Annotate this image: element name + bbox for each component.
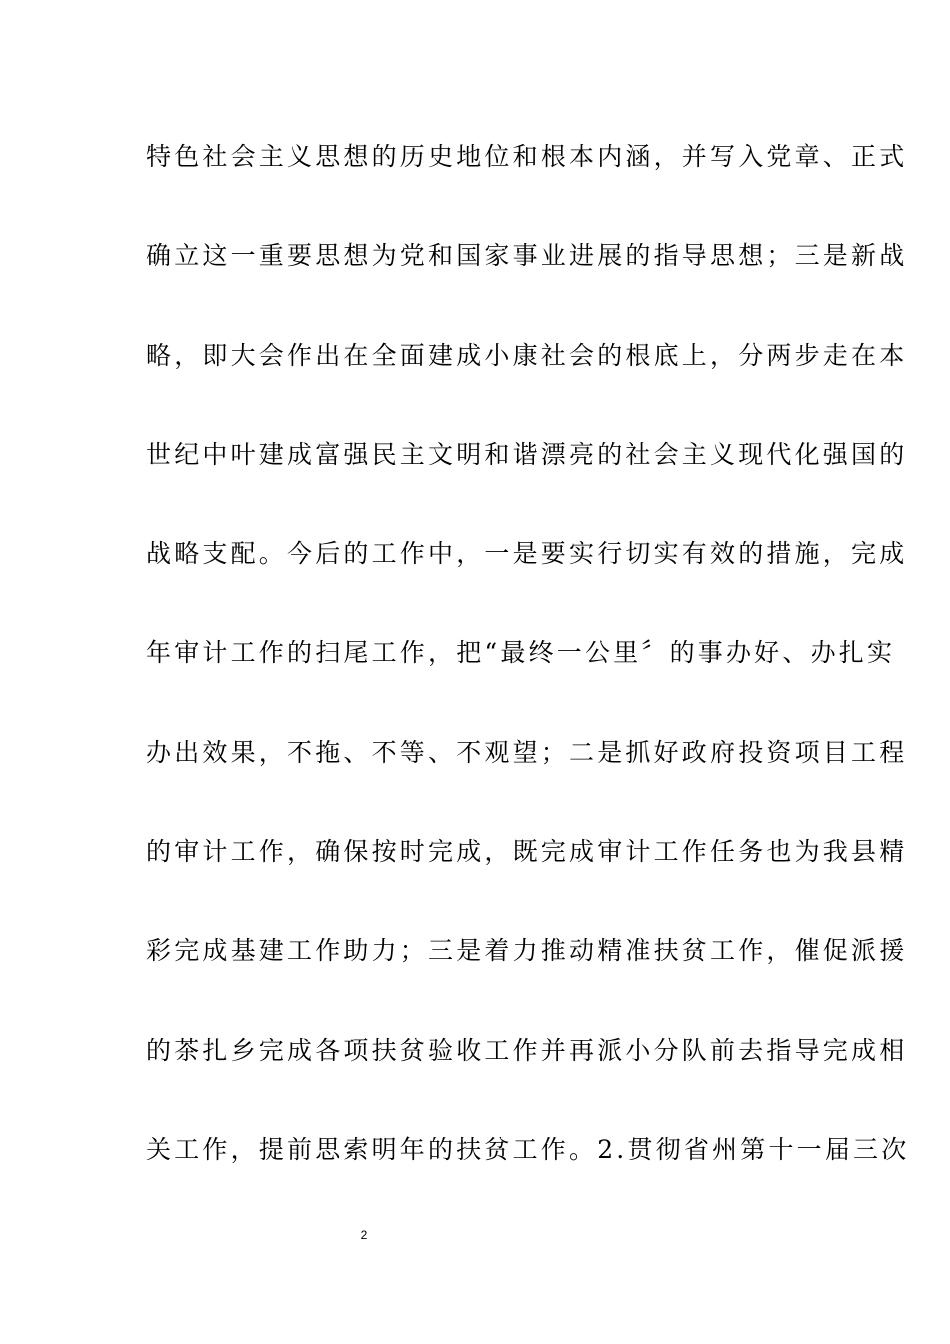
text-line: 彩完成基建工作助力；三是着力推动精准扶贫工作，催促派援 bbox=[146, 936, 908, 966]
text-line: 确立这一重要思想为党和国家事业进展的指导思想；三是新战 bbox=[146, 241, 908, 271]
text-line: 特色社会主义思想的历史地位和根本内涵，并写入党章、正式 bbox=[146, 142, 908, 171]
text-line: 世纪中叶建成富强民主文明和谐漂亮的社会主义现代化强国的 bbox=[146, 439, 908, 469]
text-line: 办出效果，不拖、不等、不观望；二是抓好政府投资项目工程 bbox=[146, 737, 908, 767]
text-line: 关工作，提前思索明年的扶贫工作。2.贯彻省州第十一届三次 bbox=[146, 1134, 910, 1164]
text-line: 年审计工作的扫尾工作，把“最终一公里〞的事办好、办扎实 bbox=[146, 638, 896, 668]
text-line: 战略支配。今后的工作中，一是要实行切实有效的措施，完成 bbox=[146, 539, 908, 569]
text-line: 的审计工作，确保按时完成，既完成审计工作任务也为我县精 bbox=[146, 837, 908, 867]
body-text bbox=[146, 132, 910, 1224]
text-line: 的茶扎乡完成各项扶贫验收工作并再派小分队前去指导完成相 bbox=[146, 1035, 908, 1065]
text-line: 略，即大会作出在全面建成小康社会的根底上，分两步走在本 bbox=[146, 340, 908, 370]
page-number: 2 bbox=[360, 1228, 368, 1242]
